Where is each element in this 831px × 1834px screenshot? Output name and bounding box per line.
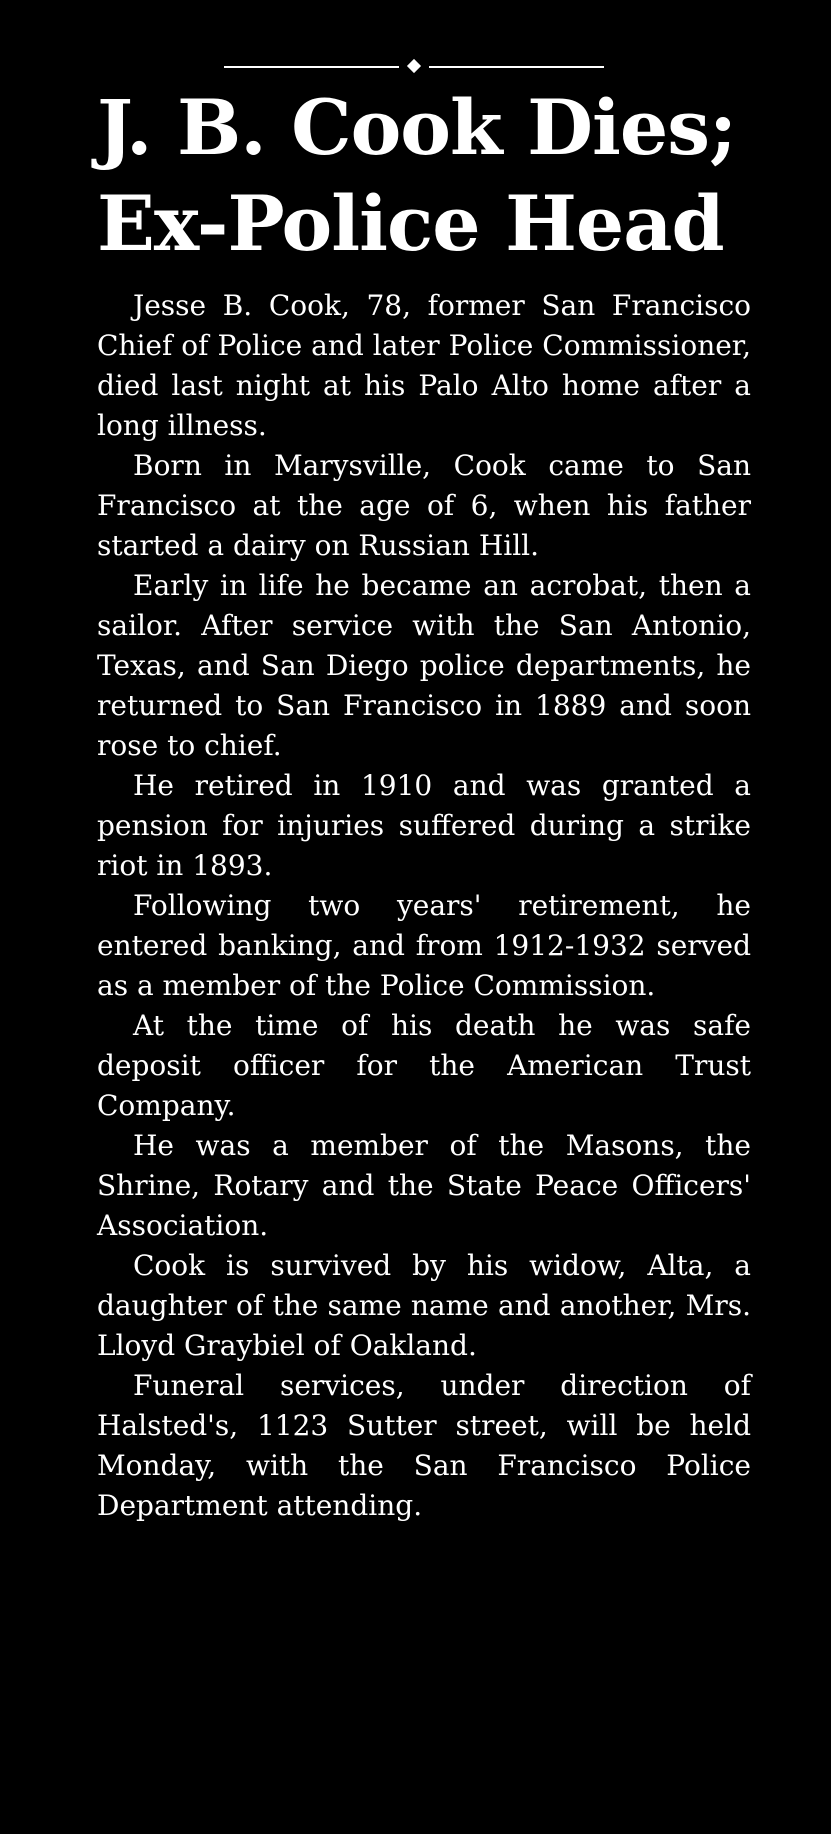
ornament-rule-left — [224, 66, 399, 68]
paragraph-4: He retired in 1910 and was granted a pension for injuries suffered during a strike riot in 1893. — [97, 769, 751, 882]
paragraph-5: Following two years' retirement, he entered banking, and from 1912-1932 served as a member of the Police Commission. — [97, 889, 751, 1002]
paragraph-1: Jesse B. Cook, 78, former San Francisco Chief of Police and later Police Commissioner, died last night at his Palo Alto home after a long illness. — [97, 289, 751, 442]
paragraph-8: Cook is survived by his widow, Alta, a daughter of the same name and another, Mrs. Lloyd Graybiel of Oakland. — [97, 1249, 751, 1362]
article-body — [97, 286, 751, 1526]
paragraph-9: Funeral services, under direction of Halsted's, 1123 Sutter street, will be held Monday, with the San Francisco Police Department attending. — [97, 1369, 751, 1522]
headline — [97, 80, 751, 272]
ornament-rule-right — [429, 66, 604, 68]
headline-line-2: Ex-Police Head — [97, 179, 724, 268]
paragraph-7: He was a member of the Masons, the Shrine, Rotary and the State Peace Officers' Association. — [97, 1129, 751, 1242]
headline-ornament — [224, 58, 604, 74]
paragraph-2: Born in Marysville, Cook came to San Francisco at the age of 6, when his father started a dairy on Russian Hill. — [97, 449, 751, 562]
diamond-icon — [407, 59, 421, 73]
news-clipping — [97, 58, 751, 1526]
paragraph-3: Early in life he became an acrobat, then a sailor. After service with the San Antonio, Texas, and San Diego police departments, he returned to San Francisco in 1889 and soon rose to chief. — [97, 569, 751, 762]
paragraph-6: At the time of his death he was safe deposit officer for the American Trust Company. — [97, 1009, 751, 1122]
headline-line-1: J. B. Cook Dies; — [97, 83, 737, 172]
